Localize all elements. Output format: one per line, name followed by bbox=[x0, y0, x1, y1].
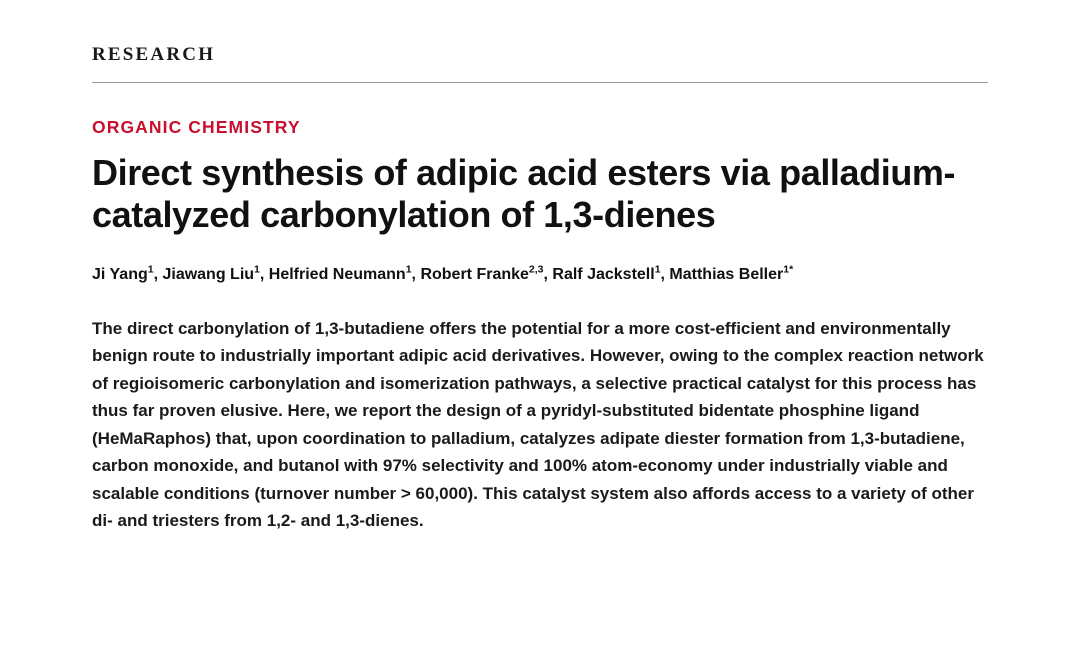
section-label: ORGANIC CHEMISTRY bbox=[92, 117, 301, 137]
page-title: Direct synthesis of adipic acid esters via palladium-catalyzed carbonylation of 1,3-dienes bbox=[92, 152, 956, 236]
abstract-text: The direct carbonylation of 1,3-butadiene offers the potential for a more cost-efficient and environmentally benign route to industrially important adipic acid derivatives. However, owing to the complex reaction network of regioisomeric carbonylation and isomerization pathways, a selective practical catalyst for this process has thus far proven elusive. Here, we report the design of a pyridyl-substituted bidentate phosphine ligand (HeMaRaphos) that, upon coordination to palladium, catalyzes adipate diester formation from 1,3-butadiene, carbon monoxide, and butanol with 97% selectivity and 100% atom-economy under industrially viable and scalable conditions (turnover number > 60,000). This catalyst system also affords access to a variety of other di- and triesters from 1,2- and 1,3-dienes. bbox=[92, 318, 984, 531]
running-head: RESEARCH bbox=[92, 44, 216, 65]
author-list: Ji Yang$^1$, Jiawang Liu$^1$, Helfried Neumann$^1$, Robert Franke$^{2,3}$, Ralf Jackstell$^1$, Matthias Beller$^{1*}$ bbox=[92, 263, 794, 284]
header-divider bbox=[92, 82, 988, 83]
